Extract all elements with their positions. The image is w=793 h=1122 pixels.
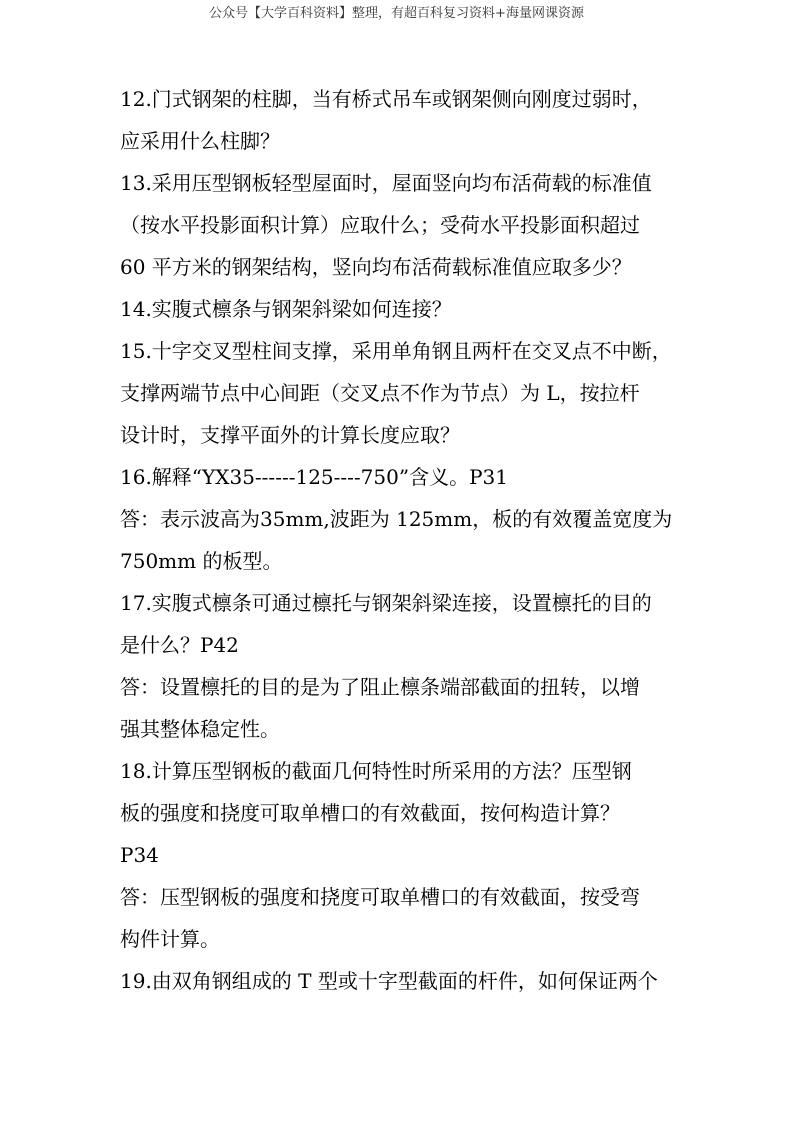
text-line: 750mm 的板型。 <box>120 549 283 573</box>
text-line: 是什么？P42 <box>120 633 239 657</box>
text-line: 设计时，支撑平面外的计算长度应取？ <box>120 423 460 447</box>
text-line: 答：设置檩托的目的是为了阻止檩条端部截面的扭转，以增 <box>120 675 640 699</box>
text-line: 15.十字交叉型柱间支撑，采用单角钢且两杆在交叉点不中断， <box>120 339 672 363</box>
text-line: 答：表示波高为35mm,波距为 125mm，板的有效覆盖宽度为 <box>120 507 673 531</box>
text-line: （按水平投影面积计算）应取什么；受荷水平投影面积超过 <box>120 213 640 237</box>
text-line: 强其整体稳定性。 <box>120 717 280 741</box>
text-line: 板的强度和挠度可取单槽口的有效截面，按何构造计算？ <box>120 801 620 825</box>
page-header: 公众号【大学百科资料】整理，有超百科复习资料+海量网课资源 <box>209 6 584 21</box>
text-line: 14.实腹式檩条与钢架斜梁如何连接？ <box>120 297 452 321</box>
text-line: 60 平方米的钢架结构，竖向均布活荷载标准值应取多少？ <box>120 255 632 279</box>
text-line: 19.由双角钢组成的 T 型或十字型截面的杆件，如何保证两个 <box>120 969 658 993</box>
text-line: 应采用什么柱脚？ <box>120 129 280 153</box>
text-line: 12.门式钢架的柱脚，当有桥式吊车或钢架侧向刚度过弱时， <box>120 87 652 111</box>
text-line: P34 <box>120 843 159 867</box>
text-line: 答：压型钢板的强度和挠度可取单槽口的有效截面，按受弯 <box>120 885 640 909</box>
text-line: 16.解释“YX35------125----750”含义。P31 <box>120 465 508 489</box>
text-line: 18.计算压型钢板的截面几何特性时所采用的方法？压型钢 <box>120 759 632 783</box>
text-line: 支撑两端节点中心间距（交叉点不作为节点）为 L，按拉杆 <box>120 381 640 405</box>
text-line: 17.实腹式檩条可通过檩托与钢架斜梁连接，设置檩托的目的 <box>120 591 652 615</box>
text-line: 构件计算。 <box>120 927 220 951</box>
document-body <box>120 78 700 1002</box>
text-line: 13.采用压型钢板轻型屋面时，屋面竖向均布活荷载的标准值 <box>120 171 652 195</box>
